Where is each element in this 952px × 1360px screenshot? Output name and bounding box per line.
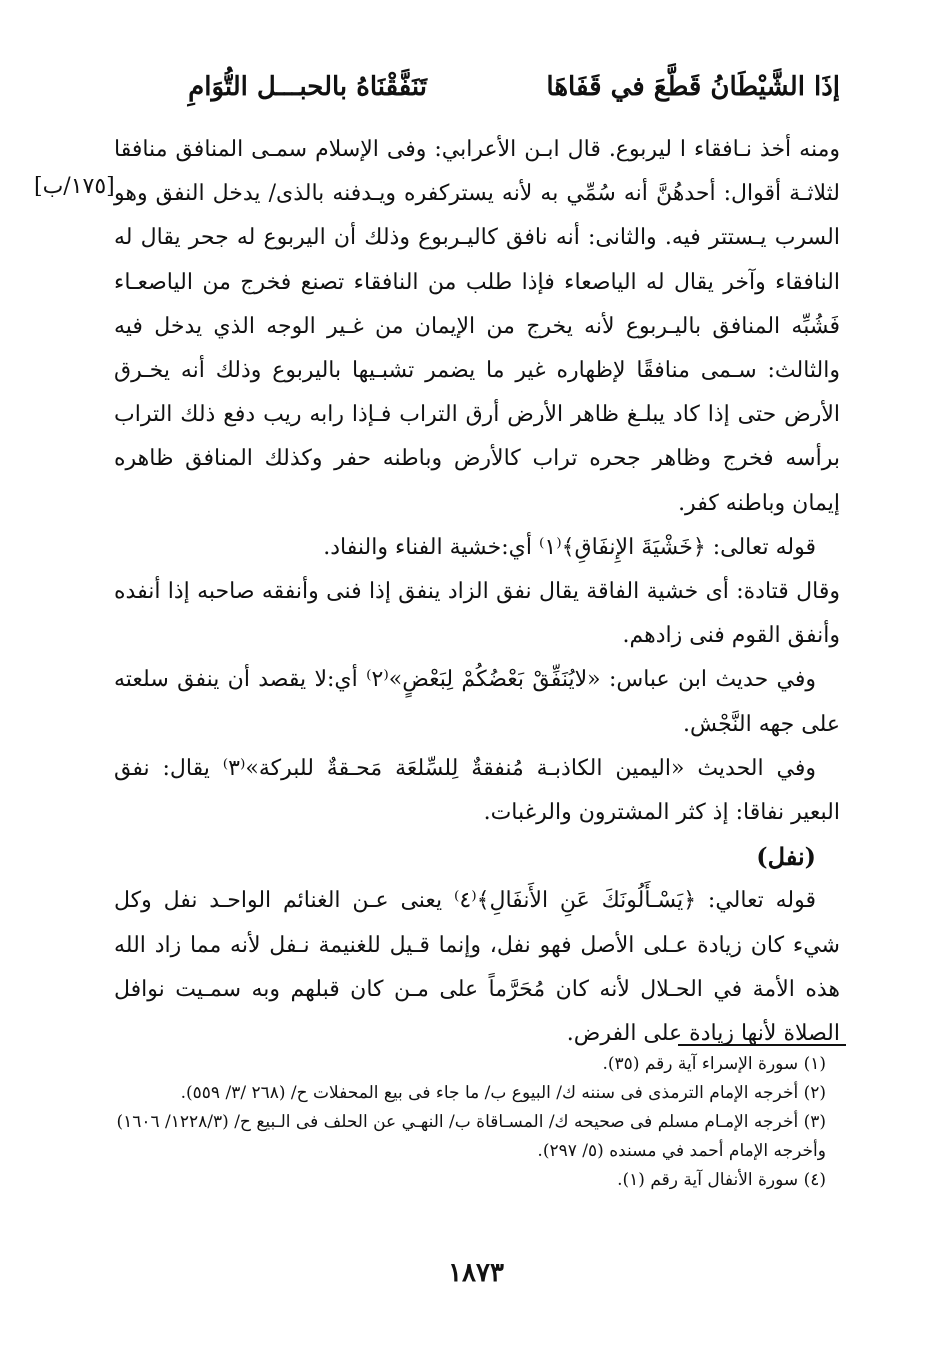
footnote-2: (٢) أخرجه الإمام الترمذى فى سننه ك/ البيوع ب/ ما جاء فى بيع المحفلات ح/ (٢٦٨ /٣/ ٥٥٩). bbox=[180, 1083, 826, 1103]
footnote-3: (٣) أخرجه الإمـام مسلم فى صحيحه ك/ المسـاقاة ب/ النهـي عن الحلف فى الـبيع ح/ (١٢٢٨/٣/ ١٦٠٦) وأخرجه الإمام أحمد في مسنده (٥/ ٢٩٧). bbox=[116, 1112, 826, 1161]
section-heading-nafl: (نفل) bbox=[756, 842, 816, 872]
verse-first-hemistich: إذَا الشَّيْطَانُ قَطَّعَ في قَفَاهَا bbox=[546, 72, 840, 102]
manuscript-folio-reference: [١٧٥/ب] bbox=[34, 174, 115, 199]
main-text bbox=[114, 128, 840, 1056]
paragraph-munafiq: ومنه أخذ نـافقاء ا ليربوع. قال ابـن الأعرابي: وفى الإسلام سمـى المنافق منافقا لثلاثـة أقوال: أحدهُنَّ أنه سُمِّي به لأنه يستركفره ويـدفنه بالذى/ يدخل النفق وهو السرب يـستتر فيه. والثانى: أنه نافق كاليـربوع وذلك أن اليربوع له جحر يقال له النافقاء وآخر يقال له الياصعاء فإذا طلب من النافقاء تصنع فخرج من الياصعـاء فَشُبِّه المنافق باليـربوع لأنه يخرج من الإيمان من غـير الوجه الذي يدخل فيه والثالث: سـمى منافقًا لإظهاره غير ما يضمر تشبـيها باليربوع وذلك أنه يخـرق الأرض حتى إذا كاد يبلـغ ظاهر الأرض أرق التراب فـإذا رابه ريب دفع ذلك التراب برأسه فخرج وظاهر جحره تراب كالأرض وباطنه حفر وكذلك المنافق ظاهره إيمان وباطنه كفر. bbox=[114, 137, 840, 516]
footnote-1: (١) سورة الإسراء آية رقم (٣٥). bbox=[602, 1054, 826, 1074]
verse-second-hemistich: تَنَفَّقْنَاهُ بالحبـــل التُّوَامِ bbox=[188, 72, 427, 102]
paragraph-qatada: وقال قتادة: أى خشية الفاقة يقال نفق الزاد ينفق إذا فنى وأنفقه صاحبه إذا أنفده وأنفق القوم فنى زادهم. bbox=[114, 579, 840, 649]
footnotes bbox=[114, 1050, 840, 1195]
paragraph-khashyat-al-infaq: قوله تعالى: ﴿خَشْيَةَ الإِنفَاقِ﴾⁽١⁾ أي:خشية الفناء والنفاد. bbox=[323, 534, 816, 560]
page-number: ١٨٧٣ bbox=[448, 1258, 504, 1288]
paragraph-yamin-hadith: وفي الحديث «اليمين الكاذبـة مُنفقةٌ لِلسِّلعَة مَحـقةٌ للبركة»⁽٣⁾ يقال: نفق البعير نفاقا: إذ كثر المشترون والرغبات. bbox=[114, 755, 840, 826]
paragraph-ibn-abbas-hadith: وفي حديث ابن عباس: «لايُنَفِّقْ بَعْضُكُمْ لِبَعْضٍ»⁽٢⁾ أي:لا يقصد أن ينفق سلعته على جهه النَّجْش. bbox=[114, 667, 840, 737]
footnote-separator bbox=[678, 1044, 846, 1046]
paragraph-anfal: قوله تعالي: ﴿يَسْـأَلُونَكَ عَنِ الأَنفَالِ﴾⁽٤⁾ يعنى عـن الغنائم الواحـد نفل وكل شيء كان زيادة عـلى الأصل فهو نفل، وإنما قـيل للغنيمة نـفل لأنه مما زاد الله هذه الأمة في الحـلال لأنه كان مُحَرَّماً على مـن كان قبلهم وبه سمـيت نوافل الصلاة لأنها زيادة على الفرض. bbox=[114, 888, 840, 1047]
footnote-4: (٤) سورة الأنفال آية رقم (١). bbox=[617, 1170, 826, 1190]
